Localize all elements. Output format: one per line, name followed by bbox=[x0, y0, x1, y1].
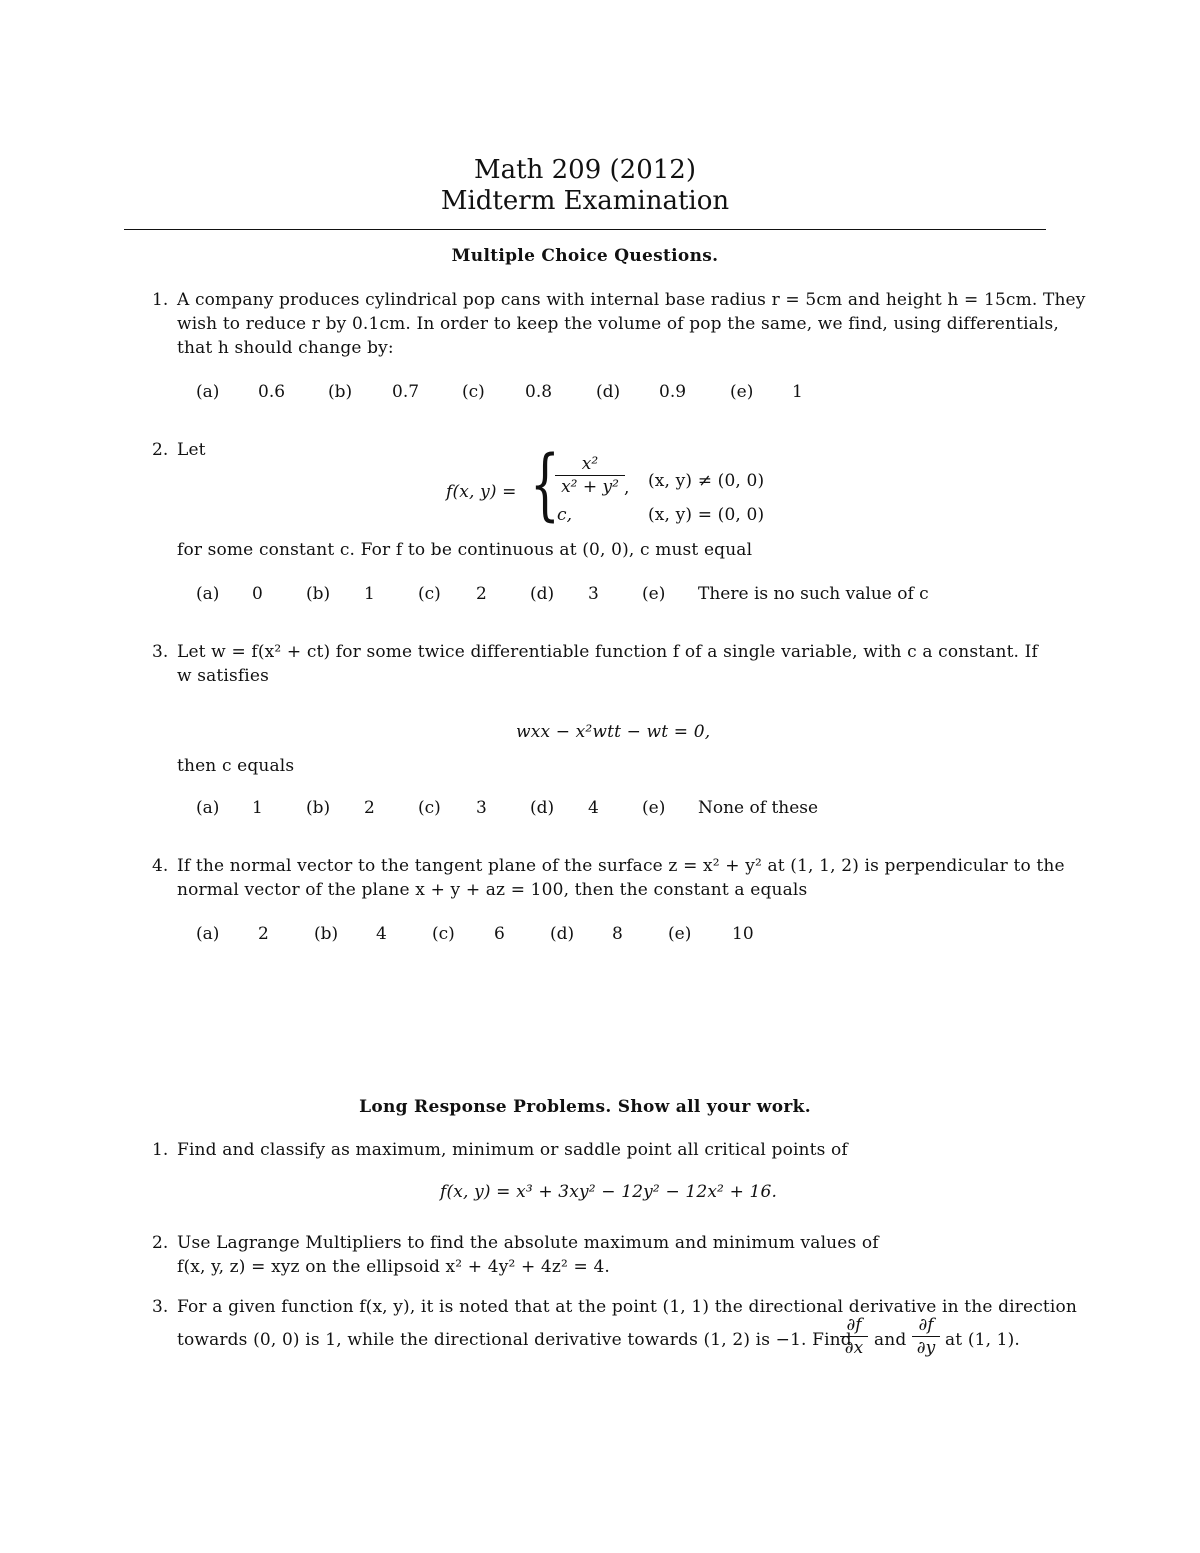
mc-q4-line1: If the normal vector to the tangent plane of the surface z = x² + y² at (1, 1, 2) is perpendicular to the bbox=[177, 856, 1065, 876]
mc-q2-fraction bbox=[555, 454, 625, 497]
mc-q4-option-a-value: 2 bbox=[258, 924, 269, 944]
mc-q2-case2: c, bbox=[557, 505, 573, 525]
lr-p3-dfdx bbox=[840, 1315, 868, 1358]
lr-p3-dfdx-den: ∂x bbox=[844, 1338, 864, 1358]
mc-q4-option-a-label: (a) bbox=[196, 924, 220, 944]
lr-p1-number: 1. bbox=[152, 1140, 169, 1160]
mc-q2-option-e-value: There is no such value of c bbox=[698, 584, 929, 604]
mc-q4-option-b-label: (b) bbox=[314, 924, 339, 944]
lr-heading: Long Response Problems. Show all your work. bbox=[359, 1097, 811, 1117]
mc-q2-option-d-value: 3 bbox=[588, 584, 599, 604]
mc-q3-line2: w satisfies bbox=[177, 666, 269, 686]
mc-q2-frac-den: x² + y² bbox=[561, 477, 619, 497]
mc-q1-option-c-label: (c) bbox=[462, 382, 485, 402]
mc-q4-option-b-value: 4 bbox=[376, 924, 387, 944]
mc-q3-option-b-label: (b) bbox=[306, 798, 331, 818]
mc-q2-option-a-value: 0 bbox=[252, 584, 263, 604]
mc-q3-option-a-value: 1 bbox=[252, 798, 263, 818]
mc-q4-option-c-value: 6 bbox=[494, 924, 505, 944]
mc-q2-number: 2. bbox=[152, 440, 169, 460]
mc-q4-option-d-label: (d) bbox=[550, 924, 575, 944]
lr-p2-line1: Use Lagrange Multipliers to find the absolute maximum and minimum values of bbox=[177, 1233, 879, 1253]
lr-p3-line1: For a given function f(x, y), it is noted that at the point (1, 1) the directional derivative in the direction bbox=[177, 1297, 1077, 1317]
mc-q1-option-e-value: 1 bbox=[792, 382, 803, 402]
mc-q2-intro: Let bbox=[177, 440, 206, 460]
mc-q1-option-e-label: (e) bbox=[730, 382, 754, 402]
lr-p2-line2: f(x, y, z) = xyz on the ellipsoid x² + 4y² + 4z² = 4. bbox=[177, 1257, 610, 1277]
mc-q1-number: 1. bbox=[152, 290, 169, 310]
mc-q4-number: 4. bbox=[152, 856, 169, 876]
mc-q2-lhs: f(x, y) = bbox=[446, 482, 517, 502]
mc-q3-equation: wxx − x²wtt − wt = 0, bbox=[516, 722, 711, 742]
mc-q2-option-e-label: (e) bbox=[642, 584, 666, 604]
lr-p3-dfdy-den: ∂y bbox=[916, 1338, 936, 1358]
mc-q3-option-d-value: 4 bbox=[588, 798, 599, 818]
mc-q3-option-c-label: (c) bbox=[418, 798, 441, 818]
mc-q1-option-d-value: 0.9 bbox=[659, 382, 687, 402]
mc-q3-after: then c equals bbox=[177, 756, 295, 776]
lr-p3-number: 3. bbox=[152, 1297, 169, 1317]
mc-q2-cond1: (x, y) ≠ (0, 0) bbox=[648, 471, 765, 491]
mc-q2-option-b-value: 1 bbox=[364, 584, 375, 604]
lr-p1-equation: f(x, y) = x³ + 3xy² − 12y² − 12x² + 16. bbox=[440, 1182, 778, 1202]
lr-p2-number: 2. bbox=[152, 1233, 169, 1253]
mc-q2-option-d-label: (d) bbox=[530, 584, 555, 604]
mc-q3-option-d-label: (d) bbox=[530, 798, 555, 818]
mc-q2-option-a-label: (a) bbox=[196, 584, 220, 604]
mc-q1-option-d-label: (d) bbox=[596, 382, 621, 402]
mc-q3-option-a-label: (a) bbox=[196, 798, 220, 818]
mc-q1-option-c-value: 0.8 bbox=[525, 382, 553, 402]
mc-q1-option-a-label: (a) bbox=[196, 382, 220, 402]
mc-q3-option-e-label: (e) bbox=[642, 798, 666, 818]
mc-q1-option-a-value: 0.6 bbox=[258, 382, 286, 402]
mc-q2-frac-num: x² bbox=[555, 454, 625, 476]
lr-p3-and: and bbox=[874, 1330, 907, 1350]
mc-q2-option-c-value: 2 bbox=[476, 584, 487, 604]
mc-q4-option-e-label: (e) bbox=[668, 924, 692, 944]
mc-q3-line1: Let w = f(x² + ct) for some twice differentiable function f of a single variable, with c a constant. If bbox=[177, 642, 1038, 662]
mc-q3-number: 3. bbox=[152, 642, 169, 662]
lr-p3-dfdy-num: ∂f bbox=[912, 1315, 940, 1337]
mc-q2-brace: { bbox=[530, 440, 560, 530]
mc-q1-option-b-value: 0.7 bbox=[392, 382, 420, 402]
mc-q1-option-b-label: (b) bbox=[328, 382, 353, 402]
mc-q4-option-c-label: (c) bbox=[432, 924, 455, 944]
lr-p1-line1: Find and classify as maximum, minimum or saddle point all critical points of bbox=[177, 1140, 848, 1160]
mc-q3-option-b-value: 2 bbox=[364, 798, 375, 818]
mc-q3-option-c-value: 3 bbox=[476, 798, 487, 818]
mc-q4-option-e-value: 10 bbox=[732, 924, 754, 944]
mc-heading: Multiple Choice Questions. bbox=[451, 246, 719, 266]
lr-p3-dfdy bbox=[912, 1315, 940, 1358]
mc-q2-comma: , bbox=[624, 478, 630, 498]
mc-q2-after: for some constant c. For f to be continuous at (0, 0), c must equal bbox=[177, 540, 753, 560]
mc-q2-cond2: (x, y) = (0, 0) bbox=[648, 505, 765, 525]
title-rule bbox=[124, 229, 1046, 230]
mc-q1-line3: that h should change by: bbox=[177, 338, 394, 358]
exam-subtitle: Midterm Examination bbox=[440, 186, 730, 216]
mc-q2-option-b-label: (b) bbox=[306, 584, 331, 604]
mc-q3-option-e-value: None of these bbox=[698, 798, 819, 818]
lr-p3-line2: towards (0, 0) is 1, while the directional derivative towards (1, 2) is −1. Find bbox=[177, 1330, 852, 1350]
lr-p3-dfdx-num: ∂f bbox=[840, 1315, 868, 1337]
lr-p3-tail: at (1, 1). bbox=[945, 1330, 1020, 1350]
mc-q1-line1: A company produces cylindrical pop cans with internal base radius r = 5cm and height h = 15cm. They bbox=[177, 290, 1086, 310]
mc-q4-line2: normal vector of the plane x + y + az = 100, then the constant a equals bbox=[177, 880, 808, 900]
mc-q4-option-d-value: 8 bbox=[612, 924, 623, 944]
mc-q2-option-c-label: (c) bbox=[418, 584, 441, 604]
mc-q1-line2: wish to reduce r by 0.1cm. In order to keep the volume of pop the same, we find, using differentials, bbox=[177, 314, 1059, 334]
exam-title: Math 209 (2012) bbox=[474, 155, 696, 185]
